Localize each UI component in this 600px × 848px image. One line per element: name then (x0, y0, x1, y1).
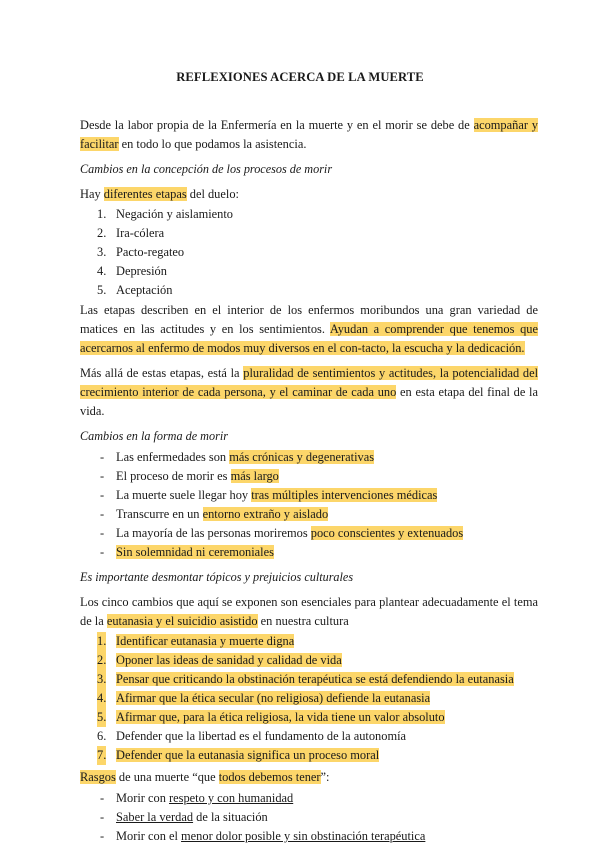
section1-lead-text: Hay (80, 187, 104, 201)
list-item: 6. Defender que la libertad es el fundamento de la autonomía (97, 729, 407, 743)
list-item: - Morir con el menor dolor posible y sin obstinación terapéutica (100, 829, 426, 843)
list-item: - Morir con respeto y con humanidad (100, 791, 294, 805)
intro-highlight: acompañar y facilitar (80, 118, 538, 151)
list-item: - Las enfermedades son más crónicas y degenerativas (100, 450, 375, 464)
section1-lead-highlight: diferentes etapas (103, 187, 187, 201)
stages-list (80, 205, 538, 300)
list-item: - El proceso de morir es más largo (100, 469, 279, 483)
section2-subtitle: Cambios en la forma de morir (80, 429, 228, 443)
section1-paragraph-1: Las etapas describen en el interior de los enfermos moribundos una gran variedad de matices en las actitudes y en los sentimientos. Ayudan a comprender que tenemos que acercarnos al enfermo de modos muy diversos en el con-tacto, la escucha y la dedicación. (80, 303, 538, 355)
section1-paragraph-2: Más allá de estas etapas, está la pluralidad de sentimientos y actitudes, la potencialidad del crecimiento interior de cada persona, y el caminar de cada uno en esta etapa del final de la vida. (80, 366, 539, 418)
intro-paragraph (80, 116, 538, 154)
list-item: 4. Afirmar que la ética secular (no religiosa) defiende la eutanasia (80, 689, 538, 708)
list-item: 7. Defender que la eutanasia significa un proceso moral (80, 746, 538, 765)
section1-lead-end: del duelo: (186, 187, 239, 201)
list-item: 2. Ira-cólera (97, 226, 165, 240)
section1-subtitle: Cambios en la concepción de los procesos de morir (80, 162, 333, 176)
list-item: 5. Aceptación (97, 283, 173, 297)
list-item: 2. Oponer las ideas de sanidad y calidad de vida (80, 651, 538, 670)
list-item: - Sin solemnidad ni ceremoniales (100, 545, 274, 559)
list-item: 5. Afirmar que, para la ética religiosa, la vida tiene un valor absoluto (80, 708, 538, 727)
list-item: 1. Identificar eutanasia y muerte digna (80, 632, 538, 651)
section3-subtitle: Es importante desmontar tópicos y prejuicios culturales (80, 570, 354, 584)
topics-list (80, 632, 538, 765)
list-item: - La muerte suele llegar hoy tras múltiples intervenciones médicas (100, 488, 438, 502)
list-item: 1. Negación y aislamiento (97, 207, 233, 221)
document-title: REFLEXIONES ACERCA DE LA MUERTE (176, 70, 424, 84)
section1-lead (80, 185, 538, 204)
intro-text-end: en todo lo que podamos la asistencia. (118, 137, 307, 151)
list-item: 3. Pacto-regateo (97, 245, 185, 259)
traits-list (80, 789, 538, 846)
document-body (80, 116, 538, 846)
changes-list (80, 448, 538, 562)
list-item: 3. Pensar que criticando la obstinación terapéutica se está defendiendo la eutanasia (80, 670, 538, 689)
list-item: - Saber la verdad de la situación (100, 810, 268, 824)
section3-paragraph: Los cinco cambios que aquí se exponen son esenciales para plantear adecuadamente el tema de la eutanasia y el suicidio asistido en nuestra cultura (80, 595, 538, 628)
list-item: - La mayoría de las personas moriremos poco conscientes y extenuados (100, 526, 464, 540)
intro-text: Desde la labor propia de la Enfermería en la muerte y en el morir se debe de (80, 118, 474, 132)
list-item: - Transcurre en un entorno extraño y aislado (100, 507, 329, 521)
section4-lead: Rasgos de una muerte “que todos debemos tener”: (80, 770, 330, 784)
list-item: 4. Depresión (97, 264, 167, 278)
